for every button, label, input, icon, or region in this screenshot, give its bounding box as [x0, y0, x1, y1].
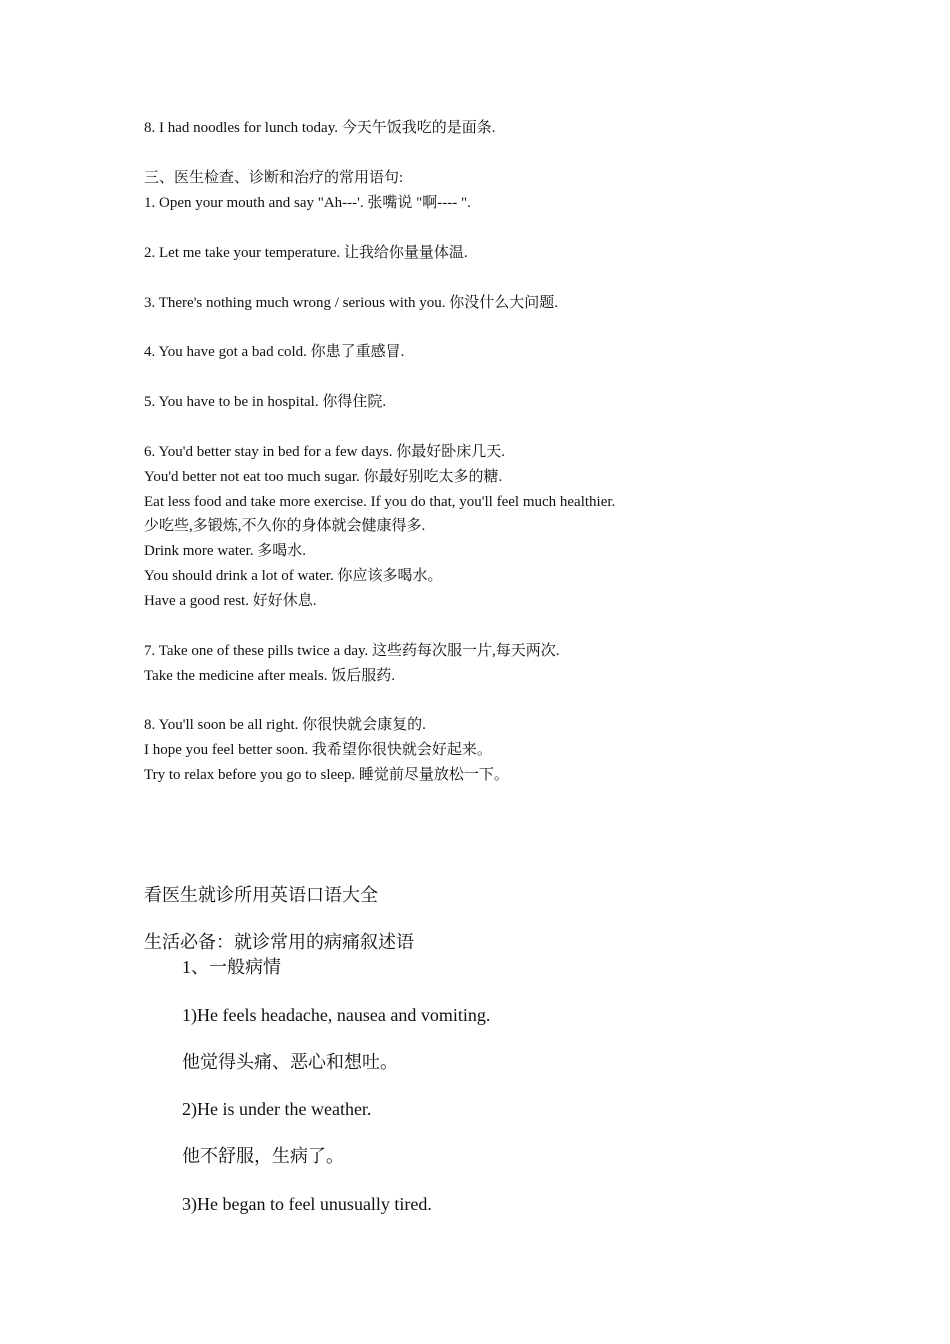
- item-2-zh: 他不舒服，生病了。: [182, 1146, 344, 1166]
- doctor-line-8b: I hope you feel better soon. 我希望你很快就会好起来。: [144, 742, 492, 758]
- doctor-line-8c: Try to relax before you go to sleep. 睡觉前尽量放松一下。: [144, 767, 509, 783]
- doctor-line-7: 7. Take one of these pills twice a day. 这些药每次服一片,每天两次.: [144, 643, 560, 659]
- item-1-en: 1)He feels headache, nausea and vomiting.: [182, 1005, 491, 1025]
- doctor-line-2: 2. Let me take your temperature. 让我给你量量体温.: [144, 245, 468, 261]
- item-1-zh: 他觉得头痛、恶心和想吐。: [182, 1052, 398, 1072]
- doctor-line-6f: You should drink a lot of water. 你应该多喝水。: [144, 568, 443, 584]
- doctor-line-5: 5. You have to be in hospital. 你得住院.: [144, 394, 387, 410]
- doctor-line-8: 8. You'll soon be all right. 你很快就会康复的.: [144, 717, 426, 733]
- item-2-en: 2)He is under the weather.: [182, 1099, 372, 1119]
- category-general: 1、一般病情: [182, 957, 281, 977]
- doctor-line-6e: Drink more water. 多喝水.: [144, 543, 307, 559]
- doctor-line-1: 1. Open your mouth and say "Ah---'. 张嘴说 "啊---- ".: [144, 195, 471, 211]
- doctor-line-6d: 少吃些,多锻炼,不久你的身体就会健康得多.: [144, 518, 426, 534]
- doctor-line-3: 3. There's nothing much wrong / serious with you. 你没什么大问题.: [144, 295, 559, 311]
- doctor-line-4: 4. You have got a bad cold. 你患了重感冒.: [144, 344, 405, 360]
- second-part-subtitle: 生活必备：就诊常用的病痛叙述语: [144, 932, 414, 952]
- doctor-line-6: 6. You'd better stay in bed for a few days. 你最好卧床几天.: [144, 444, 505, 460]
- second-part-title: 看医生就诊所用英语口语大全: [144, 885, 378, 905]
- item-3-en: 3)He began to feel unusually tired.: [182, 1194, 432, 1214]
- doctor-line-6g: Have a good rest. 好好休息.: [144, 593, 317, 609]
- doctor-line-6c: Eat less food and take more exercise. If you do that, you'll feel much healthier.: [144, 494, 616, 510]
- doctor-line-6b: You'd better not eat too much sugar. 你最好别吃太多的糖.: [144, 469, 503, 485]
- doctor-line-7b: Take the medicine after meals. 饭后服药.: [144, 668, 395, 684]
- lunch-line: 8. I had noodles for lunch today. 今天午饭我吃的是面条.: [144, 120, 496, 136]
- doctor-section-heading: 三、医生检查、诊断和治疗的常用语句:: [144, 170, 404, 186]
